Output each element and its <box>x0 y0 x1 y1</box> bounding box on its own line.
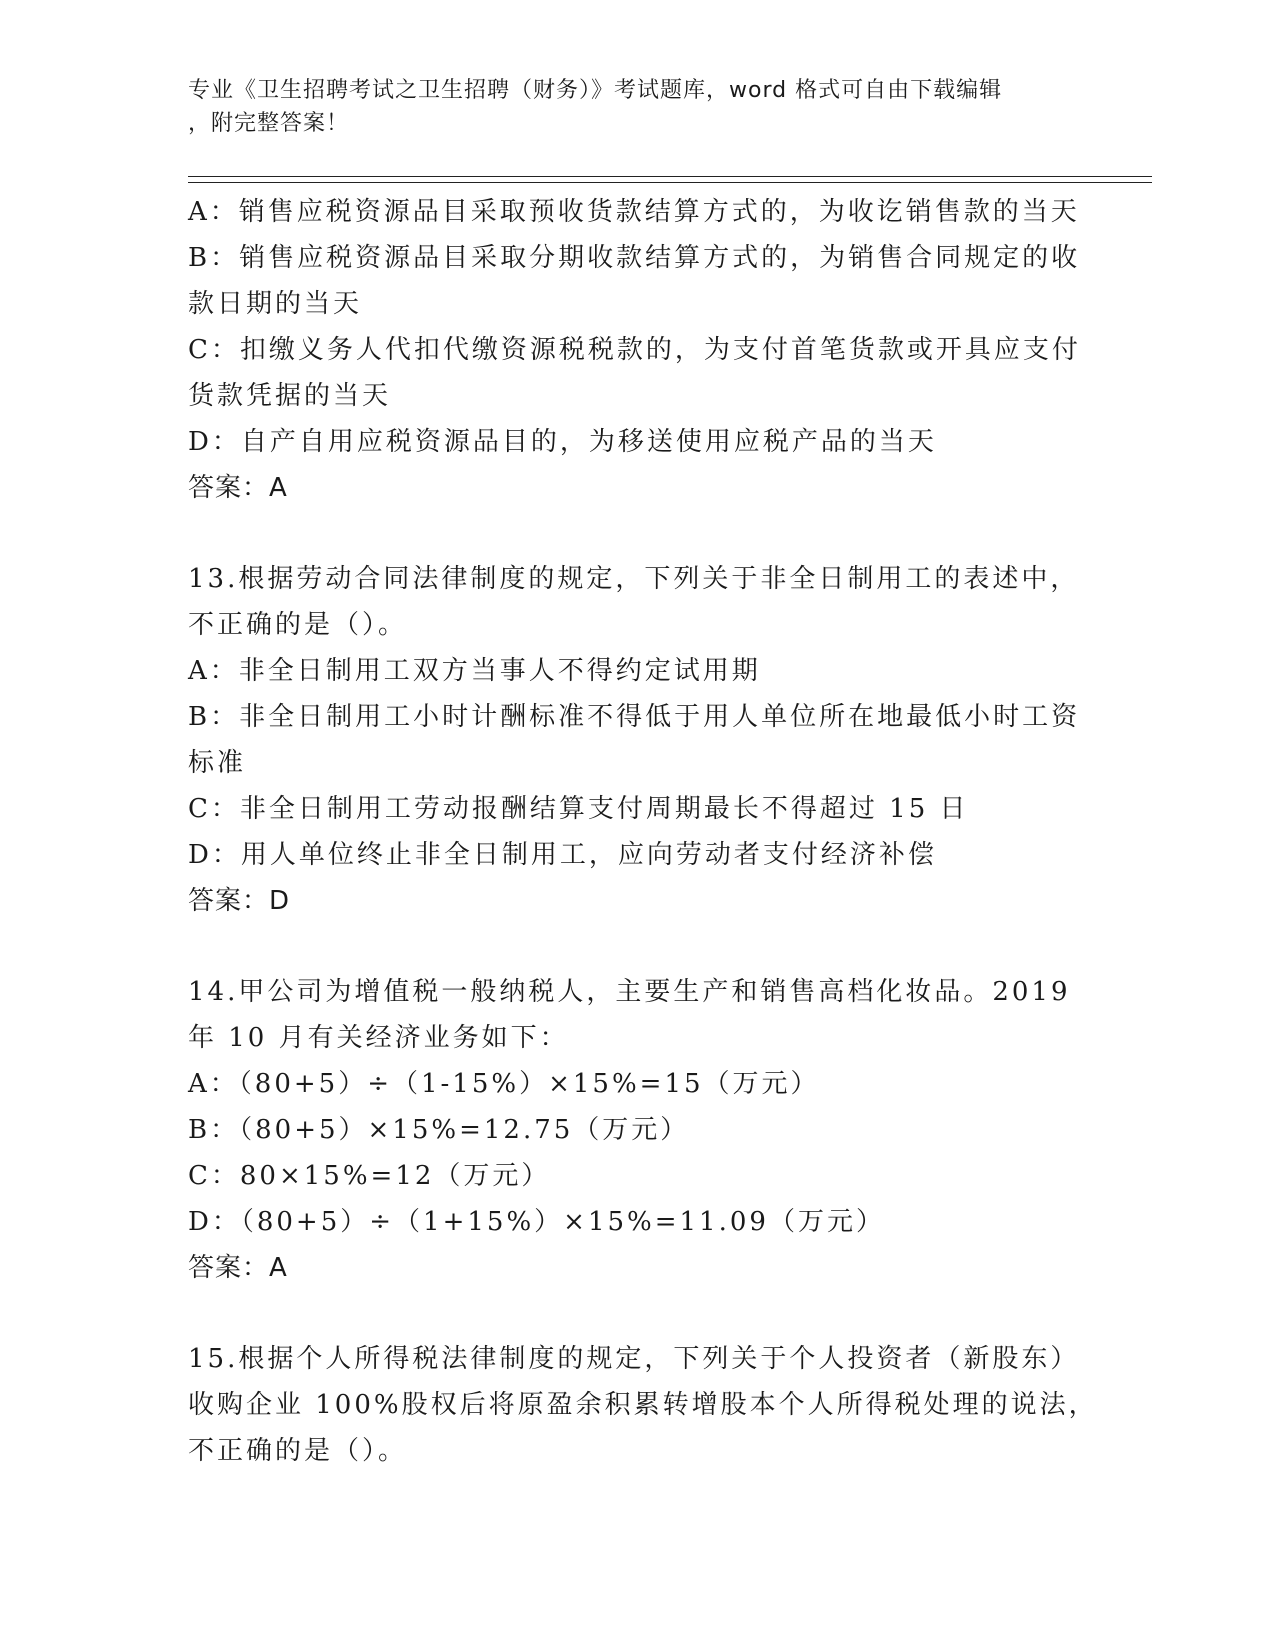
question-stem-continued-2: 不正确的是（）。 <box>188 1436 408 1466</box>
option-c: C：扣缴义务人代扣代缴资源税税款的，为支付首笔货款或开具应支付 <box>188 335 1081 365</box>
option-b: B：（80+5）×15%=12.75（万元） <box>188 1115 690 1145</box>
header-divider-bottom <box>188 182 1152 183</box>
option-c: C：80×15%=12（万元） <box>188 1161 551 1191</box>
document-header <box>188 74 1088 140</box>
header-line-2: ，附完整答案！ <box>188 111 350 136</box>
question-15 <box>188 1336 1098 1474</box>
question-12 <box>188 189 1088 511</box>
header-divider-top <box>188 176 1152 177</box>
option-b-continued: 标准 <box>188 748 247 778</box>
answer: 答案：A <box>188 473 288 503</box>
option-b: B：非全日制用工小时计酬标准不得低于用人单位所在地最低小时工资 <box>188 702 1081 732</box>
question-14 <box>188 969 1088 1291</box>
option-c-continued: 货款凭据的当天 <box>188 381 392 411</box>
option-d: D：（80+5）÷（1+15%）×15%=11.09（万元） <box>188 1207 885 1237</box>
option-a: A：非全日制用工双方当事人不得约定试用期 <box>188 656 761 686</box>
option-c: C：非全日制用工劳动报酬结算支付周期最长不得超过 15 日 <box>188 794 969 824</box>
option-b: B：销售应税资源品目采取分期收款结算方式的，为销售合同规定的收 <box>188 243 1081 273</box>
question-stem-continued: 收购企业 100%股权后将原盈余积累转增股本个人所得税处理的说法， <box>188 1390 1098 1420</box>
question-13 <box>188 556 1088 924</box>
option-b-continued: 款日期的当天 <box>188 289 363 319</box>
header-line-1: 专业《卫生招聘考试之卫生招聘（财务）》考试题库，word 格式可自由下载编辑 <box>188 78 1003 103</box>
option-d: D：自产自用应税资源品目的，为移送使用应税产品的当天 <box>188 427 937 457</box>
question-stem-continued: 不正确的是（）。 <box>188 610 408 640</box>
question-stem: 13.根据劳动合同法律制度的规定，下列关于非全日制用工的表述中， <box>188 564 1080 594</box>
option-a: A：销售应税资源品目采取预收货款结算方式的，为收讫销售款的当天 <box>188 197 1080 227</box>
answer: 答案：D <box>188 886 291 916</box>
question-stem: 14.甲公司为增值税一般纳税人，主要生产和销售高档化妆品。2019 <box>188 977 1071 1007</box>
question-content <box>188 189 1098 1474</box>
question-stem: 15.根据个人所得税法律制度的规定，下列关于个人投资者（新股东） <box>188 1344 1080 1374</box>
question-stem-continued: 年 10 月有关经济业务如下： <box>188 1023 569 1053</box>
option-d: D：用人单位终止非全日制用工，应向劳动者支付经济补偿 <box>188 840 937 870</box>
option-a: A：（80+5）÷（1-15%）×15%=15（万元） <box>188 1069 820 1099</box>
answer: 答案：A <box>188 1253 288 1283</box>
